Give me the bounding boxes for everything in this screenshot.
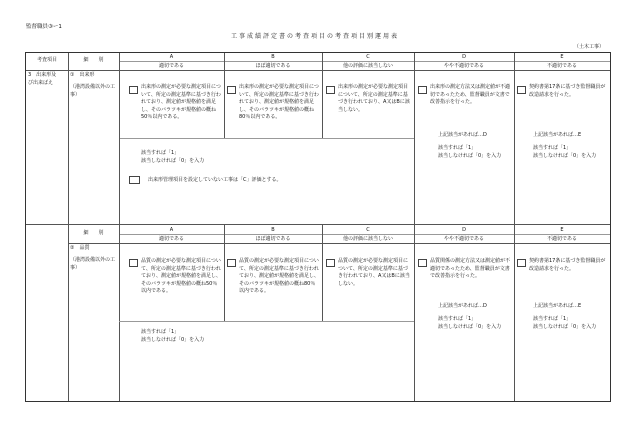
d-note-2: 上記該当があれば…D: [438, 303, 487, 309]
item-col-divider: [68, 53, 69, 401]
subject-header-2: 細 別: [83, 230, 104, 236]
criteria-e-2: 契約書第17条に基づき監督職員が改造請求を行った。: [529, 258, 606, 272]
subitem-note-2: （港湾設備以外の工事）: [70, 257, 116, 271]
grade-a-label: 適切である: [158, 63, 184, 69]
e-if-no-2: 該当しなければ「0」を入力: [533, 324, 597, 330]
ab-c-box-divider-2: [119, 321, 414, 322]
grade-a-letter-2: A: [169, 227, 174, 233]
form-id: 監督職員③ー1: [26, 24, 62, 30]
criteria-b-2: 品質の測定が必要な測定項目について、所定の測定基準に基づき行われており、測定値が規格値を満足し、そのバラツキが規格値の概ね80％以内である。: [239, 258, 320, 294]
item-label: 3 出来形及 び出来ばえ: [28, 72, 57, 86]
grade-c-letter: C: [366, 54, 370, 60]
ab-c-box-divider: [119, 138, 414, 139]
grade-b-letter: B: [271, 54, 275, 60]
section-divider: [26, 224, 610, 225]
criteria-d-2: 品質関係の測定方法又は測定値が不適切であったため、監督職員が文書で改善指示を行った。: [430, 258, 511, 279]
criteria-d: 出来形の測定方法又は測定値が不適切であったため、監督職員が文書で改善指示を行った。: [430, 84, 511, 105]
d-if-no-2: 該当しなければ「0」を入力: [438, 324, 502, 330]
grade-a-label-2: 適切である: [158, 236, 184, 242]
criteria-c-2: 品質の測定が必要な測定項目について、所定の測定基準に基づき行われており、A又はBに該当しない。: [338, 258, 410, 287]
grade-b-label-2: ほぼ適切である: [255, 236, 291, 242]
grade-b-label: ほぼ適切である: [255, 63, 291, 69]
grade-d-letter: D: [462, 54, 466, 60]
d-if-yes-2: 該当すれば「1」: [438, 316, 477, 322]
e-note-2: 上記該当があれば…E: [533, 303, 582, 309]
criteria-a-2: 品質の測定が必要な測定項目について、所定の測定基準に基づき行われており、測定値が規格値を満足し、そのバラツキが規格値の概ね50％以内である。: [141, 258, 222, 294]
checkbox-d-2[interactable]: [418, 259, 427, 267]
d-note: 上記該当があれば…D: [438, 132, 487, 138]
e-note: 上記該当があれば…E: [533, 132, 582, 138]
grade-d-label-2: やや不適切である: [443, 236, 484, 242]
checkbox-b-2[interactable]: [227, 259, 236, 267]
e-if-no: 該当しなければ「0」を入力: [533, 153, 597, 159]
checkbox-no-criteria[interactable]: [129, 176, 140, 184]
grade-c-label: 他の評価に該当しない: [342, 63, 393, 69]
d-if-yes: 該当すれば「1」: [438, 145, 477, 151]
ab-if-yes-2: 該当すれば「1」: [141, 329, 180, 335]
grade-e-letter-2: E: [560, 227, 564, 233]
subitem-note: （港湾設備以外の工事）: [70, 84, 116, 98]
no-criteria-text: 出来形管理項目を設定していない工事は「C」評価とする。: [148, 177, 282, 183]
item-header: 考査項目: [36, 57, 57, 63]
ab-if-no: 該当しなければ「0」を入力: [141, 158, 205, 164]
grade-e-label-2: 不適切である: [546, 236, 577, 242]
criteria-b: 出来形の測定が必要な測定項目について、所定の測定基準に基づき行われており、測定値が規格値を満足し、そのバラツキが規格値の概ね80％以内である。: [239, 84, 319, 120]
grade-a-letter: A: [169, 54, 174, 60]
e-if-yes-2: 該当すれば「1」: [533, 316, 572, 322]
checkbox-e[interactable]: [517, 86, 526, 94]
grade-d-letter-2: D: [462, 227, 466, 233]
grade-d-label: やや不適切である: [443, 63, 484, 69]
subject-header: 細 別: [83, 57, 104, 63]
e-if-yes: 該当すれば「1」: [533, 145, 572, 151]
checkbox-a-2[interactable]: [129, 259, 138, 267]
checkbox-b[interactable]: [227, 86, 236, 94]
ab-if-no-2: 該当しなければ「0」を入力: [141, 337, 205, 343]
d-if-no: 該当しなければ「0」を入力: [438, 153, 502, 159]
subitem-deformation: ① 出来形: [70, 72, 95, 78]
criteria-c: 出来形の測定が必要な測定項目について、所定の測定基準に基づき行われており、A又はBに該当しない。: [338, 84, 410, 113]
checkbox-d[interactable]: [418, 86, 427, 94]
unit-label: （土木工事）: [573, 44, 604, 50]
grade-e-label: 不適切である: [546, 63, 577, 69]
header-divider: [26, 70, 610, 71]
grade-letter-divider-2: [119, 234, 610, 235]
checkbox-a[interactable]: [129, 86, 138, 94]
criteria-a: 出来形の測定が必要な測定項目について、所定の測定基準に基づき行われており、測定値が規格値を満足し、そのバラツキが規格値の概ね50％以内である。: [141, 84, 221, 120]
subitem-quality: ② 品質: [70, 245, 90, 251]
grade-e-letter: E: [560, 54, 564, 60]
grade-c-label-2: 他の評価に該当しない: [342, 236, 393, 242]
document-title: 工事成績評定書の考査項目の考査項目別運用表: [230, 33, 399, 40]
criteria-e: 契約書第17条に基づき監督職員が改造請求を行った。: [529, 84, 606, 98]
grade-c-letter-2: C: [366, 227, 370, 233]
grade-b-letter-2: B: [271, 227, 275, 233]
checkbox-c[interactable]: [326, 86, 335, 94]
evaluation-table: [25, 52, 611, 402]
checkbox-e-2[interactable]: [517, 259, 526, 267]
checkbox-c-2[interactable]: [326, 259, 335, 267]
header2-divider: [68, 243, 610, 244]
grade-letter-divider: [119, 61, 610, 62]
ab-if-yes: 該当すれば「1」: [141, 150, 180, 156]
